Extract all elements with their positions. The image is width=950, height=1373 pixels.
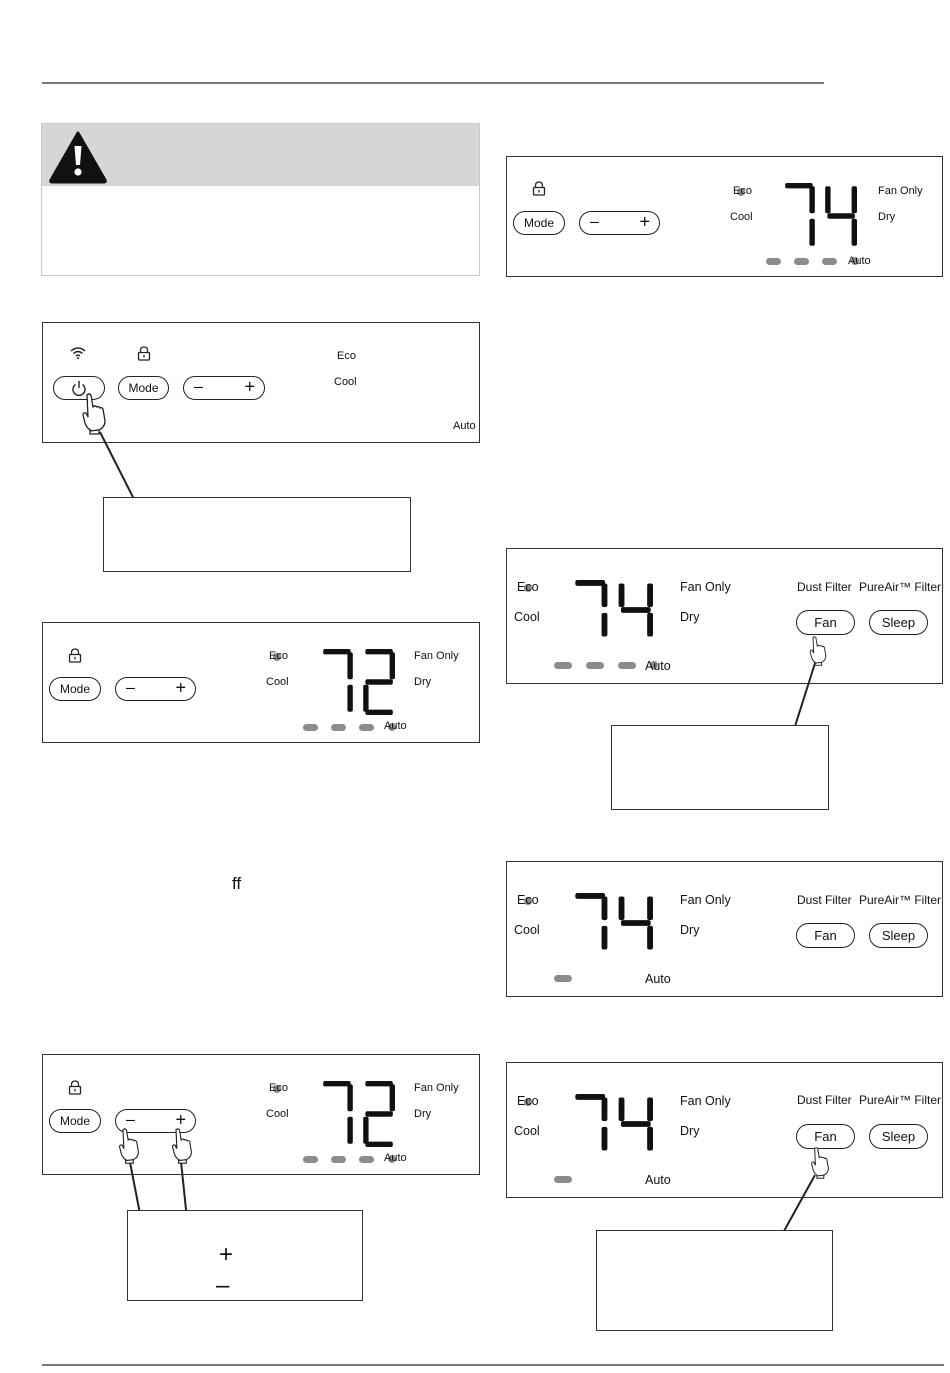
cool-label: Cool <box>514 1124 540 1138</box>
fan-only-label: Fan Only <box>414 650 459 662</box>
fan-only-label: Fan Only <box>680 580 731 594</box>
cool-label: Cool <box>334 376 357 388</box>
pureair-filter-label: PureAir™ Filter <box>859 893 942 907</box>
eco-label: Eco <box>517 580 539 594</box>
eco-label: Eco <box>733 185 752 197</box>
eco-label: Eco <box>517 893 539 907</box>
cool-label: Cool <box>266 676 289 688</box>
mode-button[interactable]: Mode <box>49 677 101 701</box>
auto-label: Auto <box>645 972 671 986</box>
dry-label: Dry <box>680 923 700 937</box>
plus-button[interactable]: + <box>175 1109 186 1130</box>
cool-label: Cool <box>266 1108 289 1120</box>
fan-button[interactable]: Fan <box>796 923 855 948</box>
mode-button[interactable]: Mode <box>49 1109 101 1133</box>
dry-label: Dry <box>680 610 700 624</box>
text-fragment: ff <box>232 874 242 893</box>
mode-button[interactable]: Mode <box>118 376 169 400</box>
hand-pointer-icon <box>810 1147 830 1179</box>
minus-button[interactable]: – <box>194 378 203 396</box>
minus-button[interactable]: – <box>590 213 599 231</box>
eco-label: Eco <box>269 1082 288 1094</box>
plus-button[interactable]: + <box>244 376 255 397</box>
eco-label: Eco <box>517 1094 539 1108</box>
fan-button[interactable]: Fan <box>796 1124 855 1149</box>
dry-label: Dry <box>878 211 896 223</box>
auto-label: Auto <box>384 1152 407 1164</box>
dust-filter-label: Dust Filter <box>797 893 852 907</box>
fan-only-label: Fan Only <box>680 893 731 907</box>
eco-label: Eco <box>337 350 356 362</box>
dust-filter-label: Dust Filter <box>797 580 852 594</box>
dust-filter-label: Dust Filter <box>797 1093 852 1107</box>
pureair-filter-label: PureAir™ Filter <box>859 580 942 594</box>
eco-label: Eco <box>269 650 288 662</box>
plus-button[interactable]: + <box>639 211 650 232</box>
dry-label: Dry <box>414 676 432 688</box>
fan-only-label: Fan Only <box>878 185 923 197</box>
fan-button[interactable]: Fan <box>796 610 855 635</box>
auto-label: Auto <box>384 720 407 732</box>
cool-label: Cool <box>730 211 753 223</box>
fan-only-label: Fan Only <box>414 1082 459 1094</box>
pureair-filter-label: PureAir™ Filter <box>859 1093 942 1107</box>
mode-button[interactable]: Mode <box>513 211 565 235</box>
fan-only-label: Fan Only <box>680 1094 731 1108</box>
callout-box <box>596 1230 833 1331</box>
plus-button[interactable]: + <box>175 677 186 698</box>
plus-symbol: + <box>219 1241 234 1268</box>
cool-label: Cool <box>514 923 540 937</box>
minus-symbol: – <box>216 1272 230 1299</box>
minus-button[interactable]: – <box>126 679 135 697</box>
minus-button[interactable]: – <box>126 1111 135 1129</box>
sleep-button[interactable]: Sleep <box>869 923 928 948</box>
auto-label: Auto <box>645 659 671 673</box>
sleep-button[interactable]: Sleep <box>869 610 928 635</box>
dry-label: Dry <box>680 1124 700 1138</box>
auto-label: Auto <box>453 420 476 432</box>
auto-label: Auto <box>645 1173 671 1187</box>
sleep-button[interactable]: Sleep <box>869 1124 928 1149</box>
dry-label: Dry <box>414 1108 432 1120</box>
auto-label: Auto <box>848 255 871 267</box>
cool-label: Cool <box>514 610 540 624</box>
